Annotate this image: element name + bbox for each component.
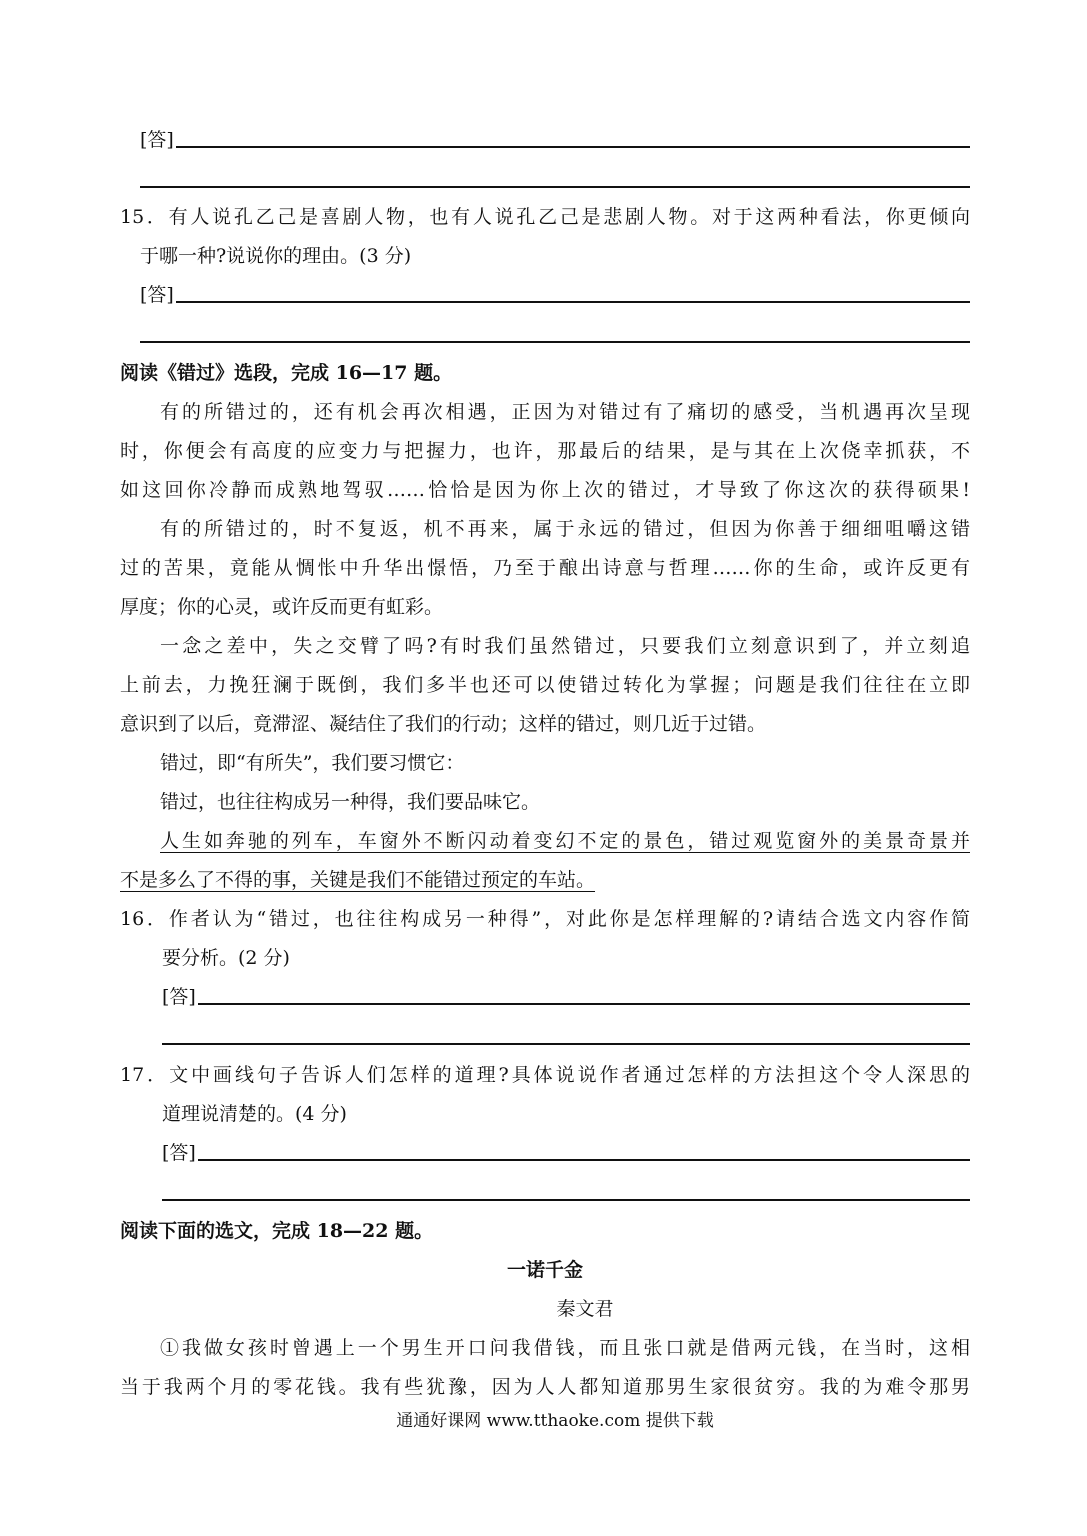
question-16-line2: 要分析。(2 分)	[162, 947, 290, 969]
blank-rule	[162, 1043, 970, 1045]
page-footer: 通通好课网 www.tthaoke.com 提供下载	[396, 1411, 714, 1431]
paragraph-1-line3: 如这回你冷静而成熟地驾驭……恰恰是因为你上次的错过，才导致了你这次的获得硕果!	[120, 479, 970, 501]
question-17-line2: 道理说清楚的。(4 分)	[162, 1103, 347, 1125]
answer-line-q14	[140, 128, 970, 152]
paragraph-1-line1: 有的所错过的，还有机会再次相遇，正因为对错过有了痛切的感受，当机遇再次呈现	[160, 401, 970, 423]
blank-rule	[140, 186, 970, 188]
answer-rule	[176, 146, 970, 148]
answer-rule	[198, 1159, 970, 1161]
paragraph-4: 错过，即“有所失”，我们要习惯它：	[160, 752, 465, 774]
section-heading-18-22: 阅读下面的选文，完成 18—22 题。	[120, 1220, 434, 1242]
paragraph-5: 错过，也往往构成另一种得，我们要品味它。	[160, 791, 541, 813]
answer-line-q15	[140, 283, 970, 307]
question-15-line1: 15．有人说孔乙己是喜剧人物，也有人说孔乙己是悲剧人物。对于这两种看法，你更倾向	[120, 206, 970, 228]
paragraph-2-line3: 厚度；你的心灵，或许反而更有虹彩。	[120, 596, 444, 618]
article-title: 一诺千金	[506, 1259, 583, 1281]
answer-label: [答]	[162, 1142, 196, 1164]
question-15-line2: 于哪一种?说说你的理由。(3 分)	[140, 245, 412, 267]
underlined-sentence-line1: 人生如奔驰的列车，车窗外不断闪动着变幻不定的景色，错过观览窗外的美景奇景并	[160, 830, 970, 852]
answer-line-q16	[162, 985, 970, 1009]
paragraph-3-line1: 一念之差中，失之交臂了吗?有时我们虽然错过，只要我们立刻意识到了，并立刻追	[160, 635, 970, 657]
answer-rule	[176, 301, 970, 303]
paragraph-2-line2: 过的苦果，竟能从惆怅中升华出憬悟，乃至于酿出诗意与哲理……你的生命，或许反更有	[120, 557, 970, 579]
paragraph-3-line3: 意识到了以后，竟滞涩、凝结住了我们的行动；这样的错过，则几近于过错。	[120, 713, 767, 735]
answer-line-q17	[162, 1141, 970, 1165]
answer-rule	[198, 1003, 970, 1005]
answer-label: [答]	[162, 986, 196, 1008]
paragraph-1-line2: 时，你便会有高度的应变力与把握力，也许，那最后的结果，是与其在上次侥幸抓获，不	[120, 440, 970, 462]
blank-rule	[162, 1199, 970, 1201]
article-paragraph-1-line1: ①我做女孩时曾遇上一个男生开口问我借钱，而且张口就是借两元钱，在当时，这相	[160, 1337, 970, 1359]
question-16-line1: 16．作者认为“错过，也往往构成另一种得”，对此你是怎样理解的?请结合选文内容作简	[120, 908, 970, 930]
section-heading-16-17: 阅读《错过》选段，完成 16—17 题。	[120, 362, 453, 384]
paragraph-3-line2: 上前去，力挽狂澜于既倒，我们多半也还可以使错过转化为掌握；问题是我们往往在立即	[120, 674, 970, 696]
paragraph-2-line1: 有的所错过的，时不复返，机不再来，属于永远的错过，但因为你善于细细咀嚼这错	[160, 518, 970, 540]
blank-rule	[140, 341, 970, 343]
underlined-sentence-line2: 不是多么了不得的事，关键是我们不能错过预定的车站。	[120, 869, 596, 891]
answer-label: [答]	[140, 284, 174, 306]
article-paragraph-1-line2: 当于我两个月的零花钱。我有些犹豫，因为人人都知道那男生家很贫穷。我的为难令那男	[120, 1376, 970, 1398]
answer-label: [答]	[140, 129, 174, 151]
article-author: 秦文君	[556, 1298, 614, 1320]
question-17-line1: 17．文中画线句子告诉人们怎样的道理?具体说说作者通过怎样的方法担这个令人深思的	[120, 1064, 970, 1086]
